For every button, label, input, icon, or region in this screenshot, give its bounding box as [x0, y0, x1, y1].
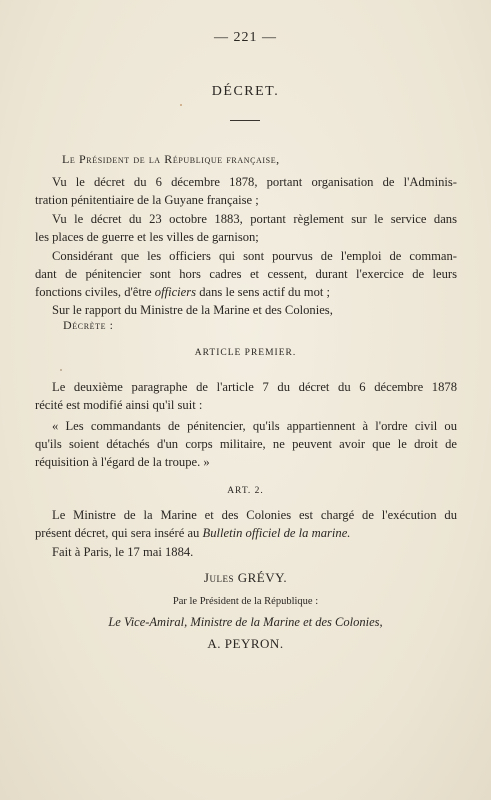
art1-line1: Le deuxième paragraphe de l'article 7 du décret du 6 décembre 1878: [52, 380, 457, 394]
preamble-p3-line2: dant de pénitencier sont hors cadres et cessent, durant l'exercice de leurs: [35, 267, 457, 281]
preamble-p4-line1: Sur le rapport du Ministre de la Marine et des Colonies,: [52, 303, 333, 317]
officiers-italic: officiers: [154, 285, 197, 299]
peyron-signature: A. PEYRON.: [207, 636, 284, 651]
par-le-president: Par le Président de la République :: [172, 596, 319, 607]
article-premier-heading: ARTICLE PREMIER.: [194, 348, 297, 358]
preamble-p3-line1: Considérant que les officiers qui sont pourvus de l'emploi de comman-: [52, 249, 457, 263]
preamble-p2-line1: Vu le décret du 23 octobre 1883, portant règlement sur le service dans: [52, 212, 457, 226]
signature-last-name: GRÉVY.: [237, 570, 288, 585]
art2-line2-start: présent décret, qui sera inséré au: [35, 526, 203, 540]
art1-quote-line1: « Les commandants de pénitencier, qu'ils appartiennent à l'ordre civil ou: [52, 419, 457, 433]
art2-line2: [35, 526, 350, 541]
art1-quote-line2: qu'ils soient détachés d'un corps militaire, ne peuvent avoir que le droit de: [35, 437, 457, 451]
preamble-p2-line2: les places de guerre et les villes de garnison;: [35, 230, 259, 244]
bulletin-italic: Bulletin officiel de la marine.: [202, 526, 351, 540]
page-title: DÉCRET.: [211, 84, 280, 99]
art2-line3: Fait à Paris, le 17 mai 1884.: [52, 545, 194, 559]
art1-line2: récité est modifié ainsi qu'il suit :: [35, 398, 203, 412]
vice-amiral-line: Le Vice-Amiral, Ministre de la Marine et des Colonies,: [108, 615, 383, 629]
signature-first-name: Jules: [203, 570, 234, 585]
preamble-p3-line3-start: fonctions civiles, d'être: [35, 285, 155, 299]
page-number: — 221 —: [214, 30, 277, 45]
preamble-p1-line2: tration pénitentiaire de la Guyane française ;: [35, 193, 259, 207]
article-2-heading: ART. 2.: [227, 486, 264, 496]
art2-line1: Le Ministre de la Marine et des Colonies est chargé de l'exécution du: [52, 508, 457, 522]
title-rule: [230, 120, 260, 121]
signature-name: [0, 570, 491, 586]
president-line: Le Président de la République française,: [62, 152, 280, 166]
preamble-p1-line1: Vu le décret du 6 décembre 1878, portant organisation de l'Adminis-: [52, 175, 457, 189]
paper-speck-2: [60, 369, 62, 371]
paper-speck: [180, 104, 182, 106]
preamble-p3-line3-end: dans le sens actif du mot ;: [196, 285, 331, 299]
art1-quote-line3: réquisition à l'égard de la troupe. »: [35, 455, 210, 469]
preamble-p3-line3: [35, 285, 330, 300]
decrete-heading: Décrète :: [63, 318, 114, 332]
